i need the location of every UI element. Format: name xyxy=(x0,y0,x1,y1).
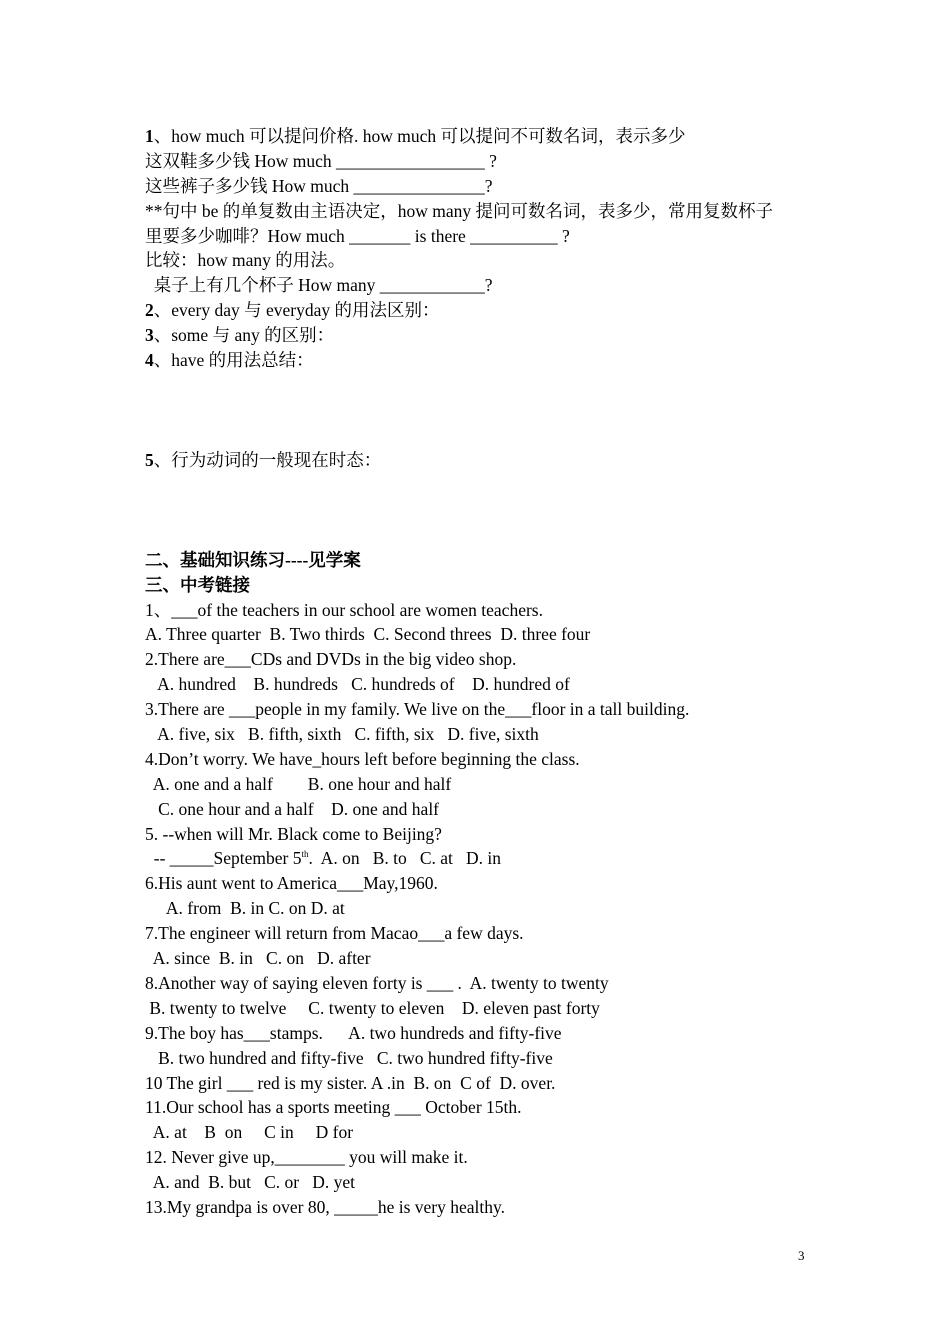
note-line: 这些裤子多少钱 How much _______________? xyxy=(145,175,493,196)
question-options: A. from B. in C. on D. at xyxy=(145,898,345,919)
question-options: A. hundred B. hundreds C. hundreds of D. hundred of xyxy=(145,674,570,695)
note-line: 这双鞋多少钱 How much _________________ ? xyxy=(145,150,497,171)
question: 9.The boy has___stamps. A. two hundreds and fifty-five xyxy=(145,1022,562,1043)
question: 11.Our school has a sports meeting ___ October 15th. xyxy=(145,1097,522,1118)
question-options: A. Three quarter B. Two thirds C. Second threes D. three four xyxy=(145,624,591,645)
note-line: 3、some 与 any 的区别： xyxy=(145,325,335,346)
item-number: 3 xyxy=(145,325,154,346)
note-line: 桌子上有几个杯子 How many ____________? xyxy=(145,275,493,296)
question-options: B. two hundred and fifty-five C. two hundred fifty-five xyxy=(145,1047,553,1068)
question-options: -- _____September 5th. A. on B. to C. at D. in xyxy=(145,848,502,869)
note-line: 5、行为动词的一般现在时态： xyxy=(145,449,382,470)
note-line: 比较：how many 的用法。 xyxy=(145,250,346,271)
page-number: 3 xyxy=(798,1248,805,1263)
question: 7.The engineer will return from Macao___a few days. xyxy=(145,923,524,944)
document-page xyxy=(145,124,825,1220)
note-line: 里要多少咖啡？How much _______ is there __________ ? xyxy=(145,225,570,246)
question-options: A. at B on C in D for xyxy=(145,1122,354,1143)
question: 2.There are___CDs and DVDs in the big video shop. xyxy=(145,649,517,670)
note-line: 2、every day 与 everyday 的用法区别： xyxy=(145,300,440,321)
note-line: 1、how much 可以提问价格. how much 可以提问不可数名词，表示多少 xyxy=(145,126,686,146)
item-number: 2 xyxy=(145,300,154,321)
question: 5. --when will Mr. Black come to Beijing? xyxy=(145,823,442,844)
note-line: **句中 be 的单复数由主语决定，how many 提问可数名词，表多少，常用复数杯子 xyxy=(145,200,774,221)
question: 13.My grandpa is over 80, _____he is very healthy. xyxy=(145,1196,505,1217)
question: 4.Don’t worry. We have_hours left before beginning the class. xyxy=(145,748,580,769)
question-options: A. since B. in C. on D. after xyxy=(145,948,371,969)
item-number: 5 xyxy=(145,449,154,470)
note-line: 4、have 的用法总结： xyxy=(145,350,314,371)
question-options: A. and B. but C. or D. yet xyxy=(145,1172,355,1193)
question-options: A. five, six B. fifth, sixth C. fifth, six D. five, sixth xyxy=(145,724,539,745)
item-number: 1 xyxy=(145,126,154,146)
section-heading: 二、基础知识练习----见学案 xyxy=(145,549,361,570)
question: 10 The girl ___ red is my sister. A .in B. on C of D. over. xyxy=(145,1072,556,1093)
question: 8.Another way of saying eleven forty is ___ . A. twenty to twenty xyxy=(145,972,609,993)
section-heading: 三、中考链接 xyxy=(145,574,250,595)
question: 6.His aunt went to America___May,1960. xyxy=(145,873,438,894)
question-options: B. twenty to twelve C. twenty to eleven D. eleven past forty xyxy=(145,997,600,1018)
question: 3.There are ___people in my family. We live on the___floor in a tall building. xyxy=(145,699,690,720)
item-number: 4 xyxy=(145,350,154,371)
question: 12. Never give up,________ you will make it. xyxy=(145,1147,468,1168)
question: 1、___of the teachers in our school are women teachers. xyxy=(145,599,543,620)
question-options: C. one hour and a half D. one and half xyxy=(145,798,440,819)
question-options: A. one and a half B. one hour and half xyxy=(145,773,452,794)
